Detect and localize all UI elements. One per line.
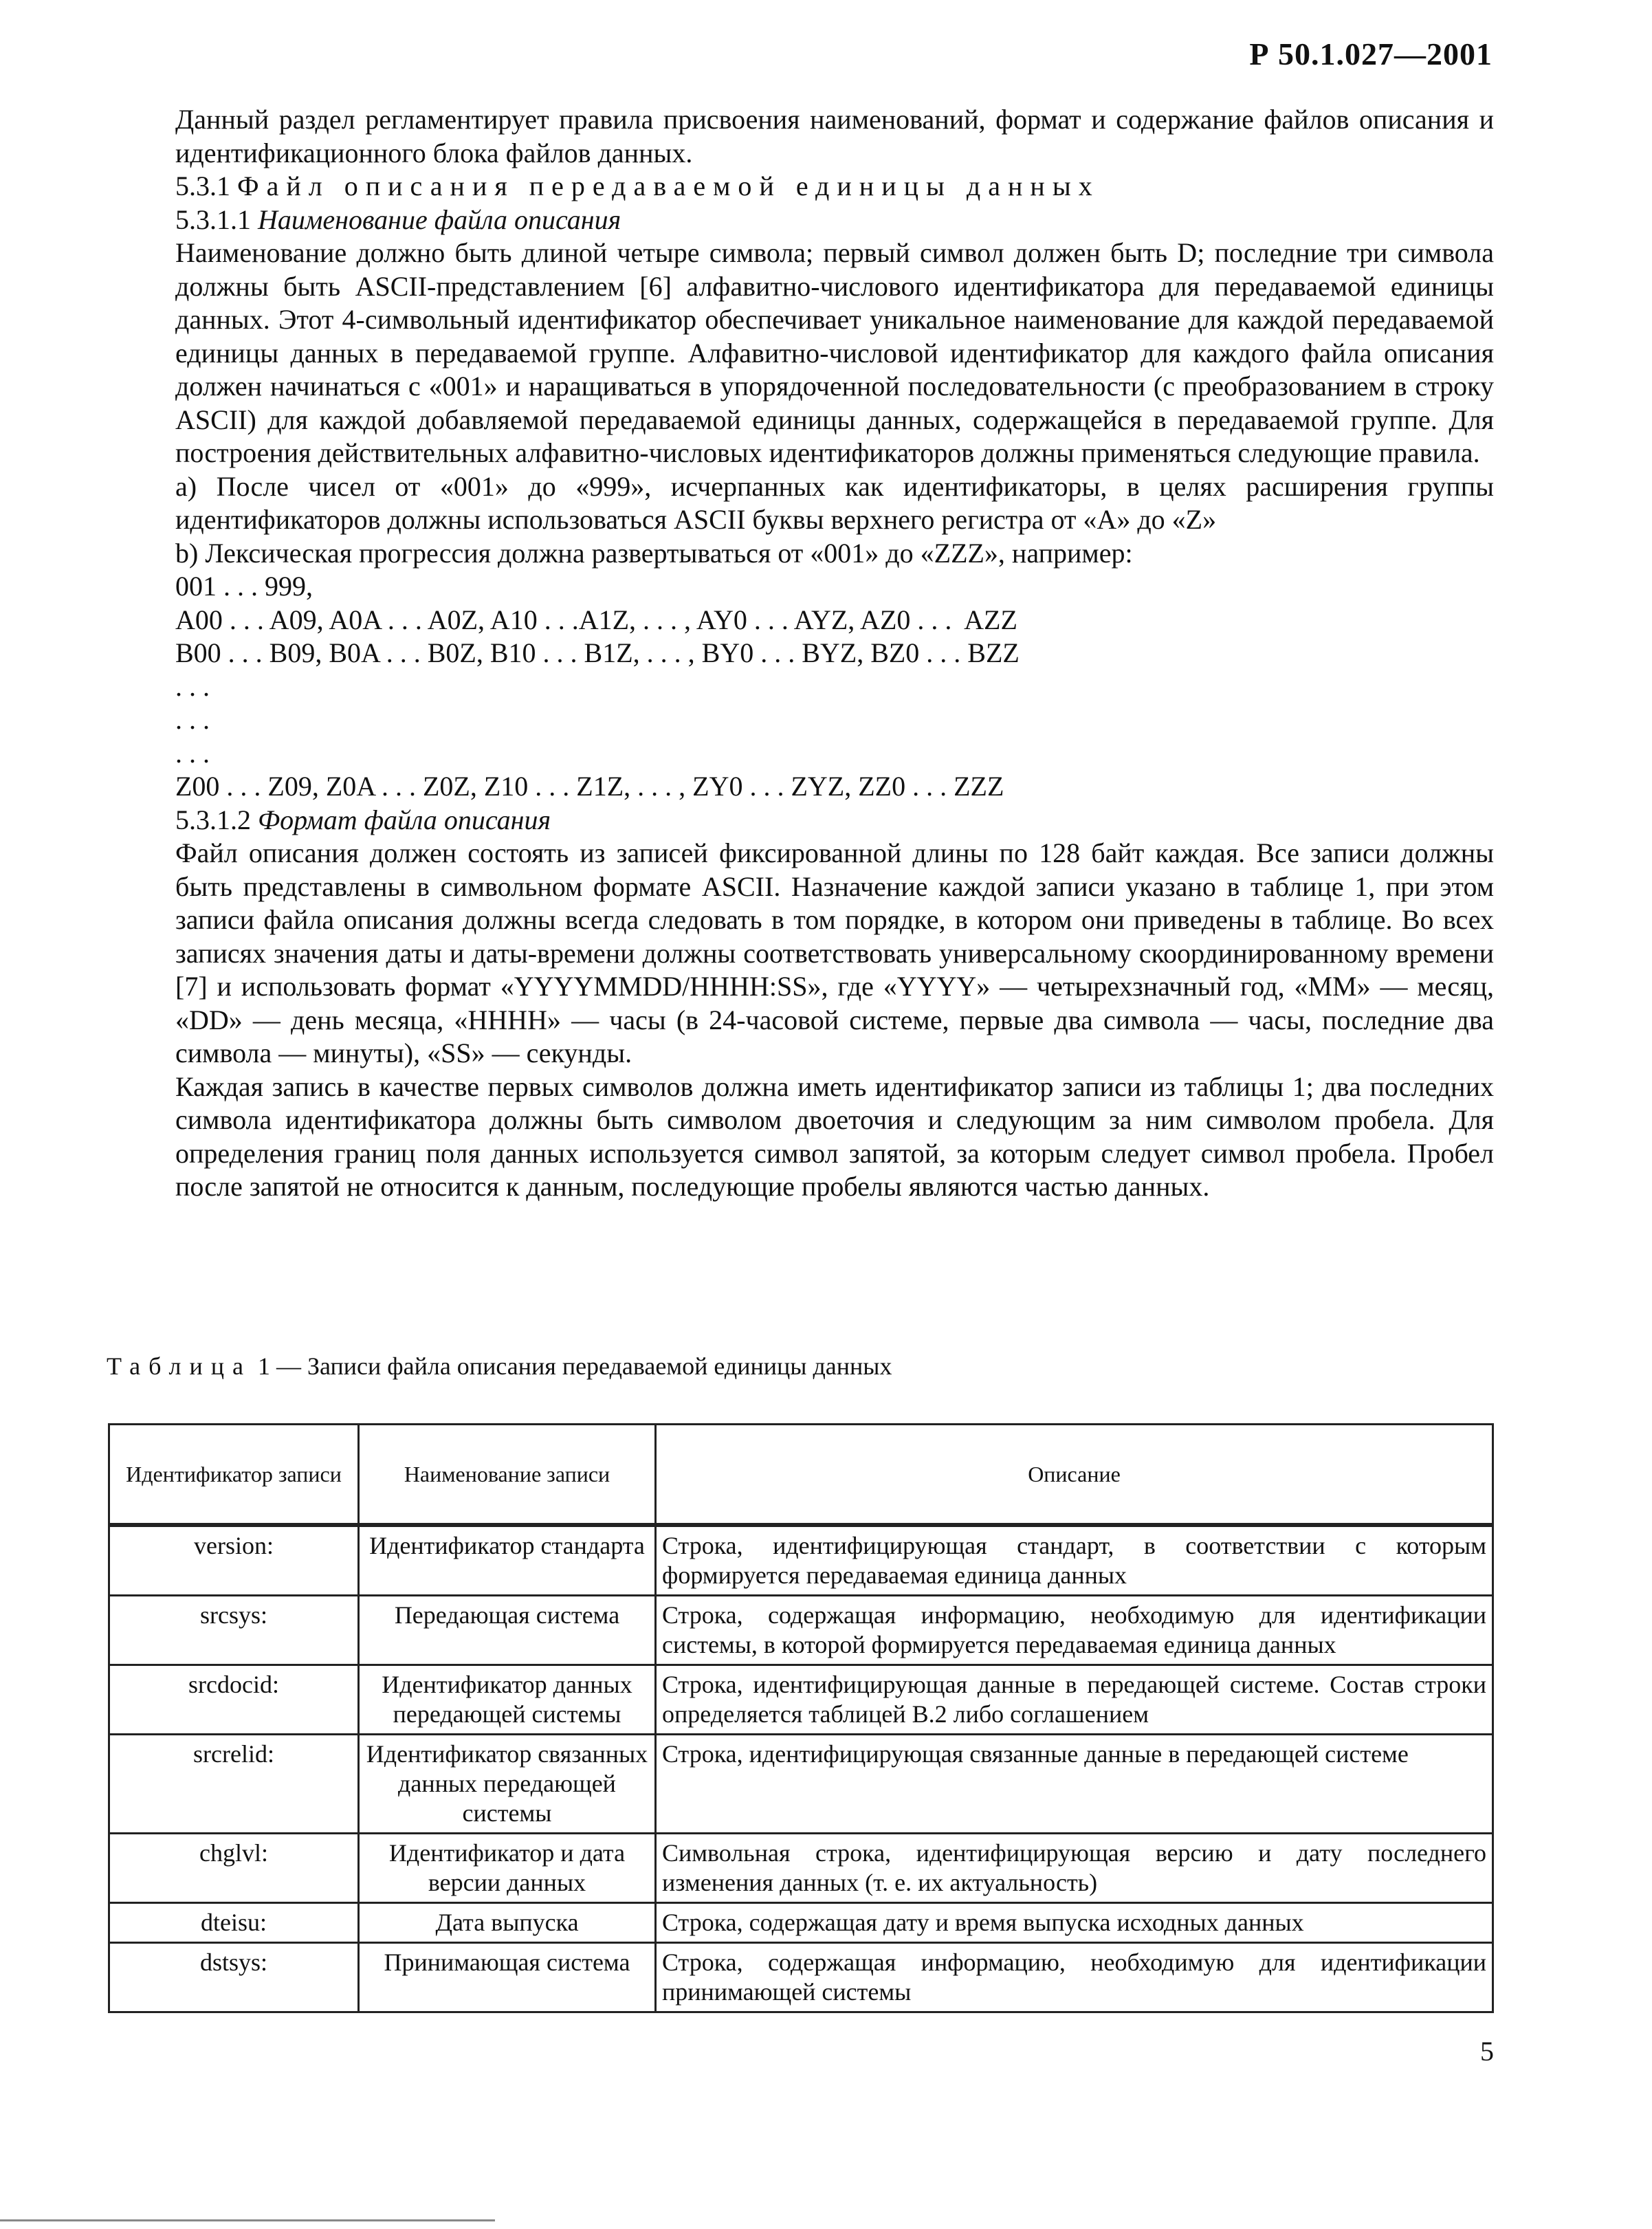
record-description: Строка, идентифицирующая стандарт, в соответствии с которым формируется передаваемая единица данных: [656, 1525, 1493, 1596]
table-row: [109, 1834, 1493, 1903]
section-number: 5.3.1.2: [175, 804, 251, 835]
rule-b-paragraph: b) Лексическая прогрессия должна развертываться от «001» до «ZZZ», например:: [175, 537, 1133, 569]
naming-paragraph: Наименование должно быть длиной четыре символа; первый символ должен быть D; последние три символа должны быть ASCII-представлением [6] алфавитно-числового идентификатора для передаваемой единицы данных. Этот 4-символьный идентификатор обеспечивает уникальное наименование для каждой передаваемой единицы данных в передаваемой группе. Алфавитно-числовой идентификатор для каждого файла описания должен начинаться с «001» и наращиваться в упорядоченной последовательности (с преобразованием в строку ASCII) для каждой добавляемой передаваемой единицы данных, содержащейся в передаваемой группе. Для построения действительных алфавитно-числовых идентификаторов должны применяться следующие правила.: [175, 237, 1494, 468]
intro-paragraph: Данный раздел регламентирует правила присвоения наименований, формат и содержание файлов описания и идентификационного блока файлов данных.: [175, 104, 1494, 168]
column-header-identifier: Идентификатор записи: [109, 1425, 359, 1526]
bottom-scan-edge: [0, 2219, 495, 2221]
table-row: [109, 1596, 1493, 1665]
sequence-line: Z00 . . . Z09, Z0A . . . Z0Z, Z10 . . . Z1Z, . . . , ZY0 . . . ZYZ, ZZ0 . . . ZZZ: [175, 771, 1004, 802]
table-caption-text: 1 — Записи файла описания передаваемой единицы данных: [257, 1352, 892, 1380]
record-description: Строка, идентифицирующая данные в передающей системе. Состав строки определяется таблицей В.2 либо соглашением: [656, 1665, 1493, 1735]
record-id: srcsys:: [109, 1596, 359, 1665]
table-row: [109, 1903, 1493, 1943]
section-5-3-1-2-heading: [175, 804, 1494, 837]
page-number: 5: [1480, 2036, 1494, 2067]
table-caption-label: Таблица: [107, 1352, 252, 1380]
record-description: Строка, содержащая информацию, необходимую для идентификации системы, в которой формируется передаваемая единица данных: [656, 1596, 1493, 1665]
record-name: Идентификатор данных передающей системы: [359, 1665, 656, 1735]
sequence-ellipsis: . . .: [175, 704, 210, 735]
section-title: Формат файла описания: [258, 804, 551, 835]
record-description: Строка, содержащая информацию, необходимую для идентификации принимающей системы: [656, 1943, 1493, 2012]
table-row: [109, 1943, 1493, 2012]
records-table: [108, 1423, 1494, 2013]
section-5-3-1-1-heading: [175, 204, 1494, 237]
record-id: chglvl:: [109, 1834, 359, 1903]
sequence-ellipsis: . . .: [175, 737, 210, 769]
record-description: Символьная строка, идентифицирующая версию и дату последнего изменения данных (т. е. их актуальность): [656, 1834, 1493, 1903]
record-id: srcdocid:: [109, 1665, 359, 1735]
record-id: dstsys:: [109, 1943, 359, 2012]
record-name: Идентификатор стандарта: [359, 1525, 656, 1596]
records-paragraph: Каждая запись в качестве первых символов должна иметь идентификатор записи из таблицы 1; два последних символа идентификатора должны быть символом двоеточия и следующим за ним символом пробела. Для определения границ поля данных используется символ запятой, за которым следует символ пробела. Пробел после запятой не относится к данным, последующие пробелы являются частью данных.: [175, 1070, 1494, 1202]
identifier-sequence: [175, 570, 1494, 804]
table-row: [109, 1525, 1493, 1596]
section-number: 5.3.1: [175, 171, 230, 201]
record-name: Принимающая система: [359, 1943, 656, 2012]
section-5-3-1-heading: [175, 170, 1494, 204]
table-row: [109, 1735, 1493, 1834]
record-id: version:: [109, 1525, 359, 1596]
sequence-line: 001 . . . 999,: [175, 571, 313, 602]
record-description: Строка, идентифицирующая связанные данные в передающей системе: [656, 1735, 1493, 1834]
table-caption: [107, 1352, 892, 1381]
rule-a-paragraph: a) После чисел от «001» до «999», исчерпанных как идентификаторы, в целях расширения группы идентификаторов должны использоваться ASCII буквы верхнего регистра от «A» до «Z»: [175, 470, 1494, 535]
sequence-line: A00 . . . A09, A0A . . . A0Z, A10 . . .A1Z, . . . , AY0 . . . AYZ, AZ0 . . . AZZ: [175, 604, 1017, 635]
record-name: Дата выпуска: [359, 1903, 656, 1943]
section-title: Файл описания передаваемой единицы данных: [237, 171, 1100, 201]
record-name: Передающая система: [359, 1596, 656, 1665]
record-description: Строка, содержащая дату и время выпуска исходных данных: [656, 1903, 1493, 1943]
sequence-ellipsis: . . .: [175, 670, 210, 702]
sequence-line: B00 . . . B09, B0A . . . B0Z, B10 . . . B1Z, . . . , BY0 . . . BYZ, BZ0 . . . BZZ: [175, 637, 1020, 668]
record-id: srcrelid:: [109, 1735, 359, 1834]
record-name: Идентификатор связанных данных передающей системы: [359, 1735, 656, 1834]
table-header-row: [109, 1425, 1493, 1526]
record-id: dteisu:: [109, 1903, 359, 1943]
column-header-description: Описание: [656, 1425, 1493, 1526]
record-name: Идентификатор и дата версии данных: [359, 1834, 656, 1903]
table-row: [109, 1665, 1493, 1735]
body-text: [175, 103, 1494, 1204]
standard-header: Р 50.1.027—2001: [1249, 36, 1493, 72]
format-paragraph: Файл описания должен состоять из записей фиксированной длины по 128 байт каждая. Все записи должны быть представлены в символьном формате ASCII. Назначение каждой записи указано в таблице 1, при этом записи файла описания должны всегда следовать в том порядке, в котором они приведены в таблице. Во всех записях значения даты и даты-времени должны соответствовать универсальному скоординированному времени [7] и использовать формат «YYYYMMDD/HHHH:SS», где «YYYY» — четырехзначный год, «MM» — месяц, «DD» — день месяца, «HHHH» — часы (в 24-часовой системе, первые два символа — часы, последние два символа — минуты), «SS» — секунды.: [175, 837, 1494, 1068]
section-title: Наименование файла описания: [258, 204, 621, 235]
column-header-name: Наименование записи: [359, 1425, 656, 1526]
section-number: 5.3.1.1: [175, 204, 251, 235]
